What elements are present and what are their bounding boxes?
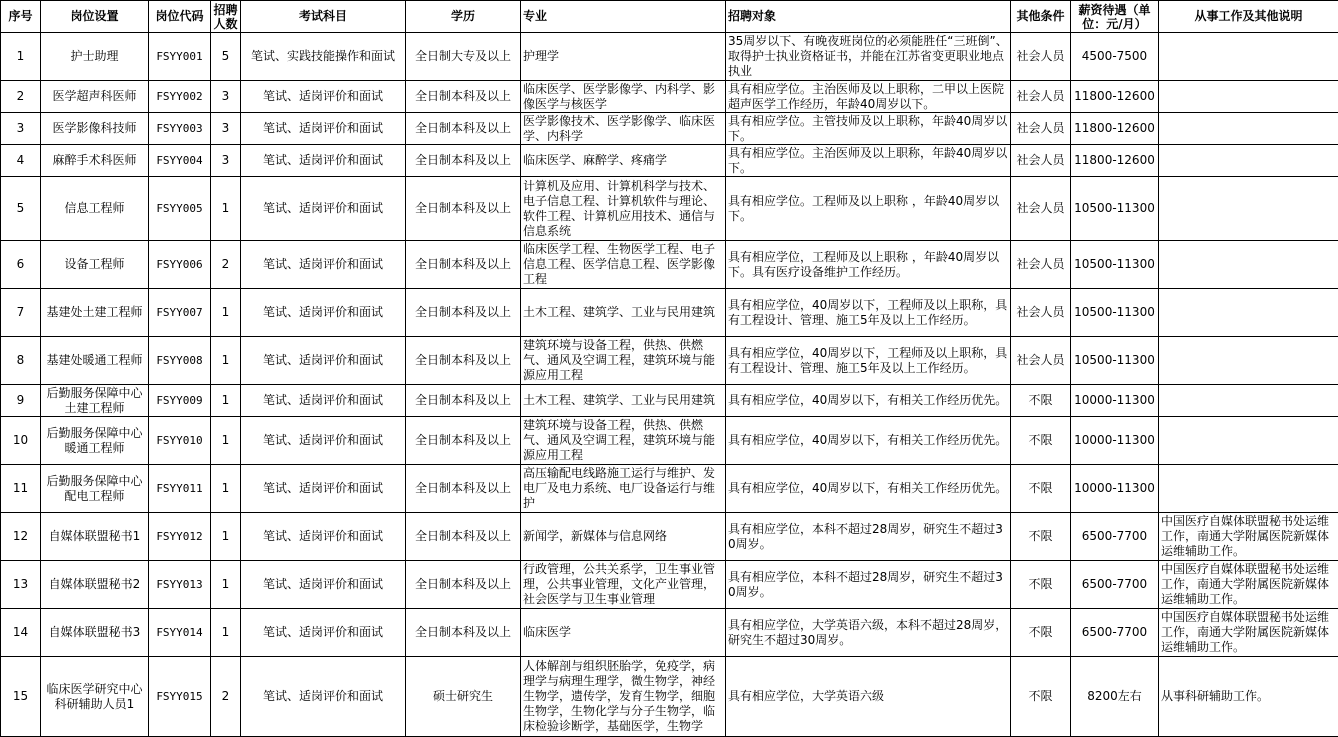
cell-count: 2: [211, 241, 241, 289]
cell-notes: 中国医疗自媒体联盟秘书处运维工作，南通大学附属医院新媒体运维辅助工作。: [1159, 561, 1338, 609]
cell-education: 全日制本科及以上: [406, 113, 521, 145]
cell-other: 不限: [1011, 561, 1071, 609]
cell-exam: 笔试、适岗评价和面试: [241, 385, 406, 417]
cell-count: 3: [211, 113, 241, 145]
cell-salary: 6500-7700: [1071, 513, 1159, 561]
cell-position: 基建处土建工程师: [41, 289, 149, 337]
cell-major: 护理学: [521, 33, 726, 81]
header-notes: 从事工作及其他说明: [1159, 1, 1338, 33]
cell-education: 全日制本科及以上: [406, 177, 521, 241]
cell-other: 社会人员: [1011, 33, 1071, 81]
cell-code: FSYY015: [149, 657, 211, 737]
cell-position: 医学超声科医师: [41, 81, 149, 113]
table-row: [1, 657, 1338, 737]
cell-exam: 笔试、适岗评价和面试: [241, 657, 406, 737]
cell-position: 麻醉手术科医师: [41, 145, 149, 177]
cell-education: 硕士研究生: [406, 657, 521, 737]
cell-seq: 5: [1, 177, 41, 241]
cell-position: 信息工程师: [41, 177, 149, 241]
header-seq: 序号: [1, 1, 41, 33]
cell-notes: [1159, 145, 1338, 177]
cell-salary: 6500-7700: [1071, 609, 1159, 657]
cell-seq: 1: [1, 33, 41, 81]
cell-education: 全日制本科及以上: [406, 609, 521, 657]
table-row: [1, 513, 1338, 561]
cell-exam: 笔试、适岗评价和面试: [241, 289, 406, 337]
cell-code: FSYY005: [149, 177, 211, 241]
table-row: [1, 177, 1338, 241]
cell-salary: 10500-11300: [1071, 289, 1159, 337]
cell-salary: 8200左右: [1071, 657, 1159, 737]
cell-notes: [1159, 337, 1338, 385]
cell-target: 具有相应学位，40周岁以下，工程师及以上职称，具有工程设计、管理、施工5年及以上工作经历。: [726, 289, 1011, 337]
cell-salary: 11800-12600: [1071, 81, 1159, 113]
cell-seq: 6: [1, 241, 41, 289]
header-position: 岗位设置: [41, 1, 149, 33]
cell-target: 具有相应学位，工程师及以上职称 ，年龄40周岁以下。具有医疗设备维护工作经历。: [726, 241, 1011, 289]
cell-other: 不限: [1011, 657, 1071, 737]
cell-position: 后勤服务保障中心暖通工程师: [41, 417, 149, 465]
cell-seq: 12: [1, 513, 41, 561]
cell-target: 具有相应学位。主治医师及以上职称，二甲以上医院超声医学工作经历，年龄40周岁以下。: [726, 81, 1011, 113]
cell-salary: 11800-12600: [1071, 145, 1159, 177]
cell-target: 具有相应学位，本科不超过28周岁，研究生不超过30周岁。: [726, 561, 1011, 609]
table-body: [1, 33, 1338, 737]
cell-exam: 笔试、适岗评价和面试: [241, 113, 406, 145]
cell-target: 具有相应学位。工程师及以上职称 ，年龄40周岁以下。: [726, 177, 1011, 241]
cell-notes: [1159, 81, 1338, 113]
cell-code: FSYY008: [149, 337, 211, 385]
cell-education: 全日制本科及以上: [406, 561, 521, 609]
cell-count: 1: [211, 417, 241, 465]
cell-exam: 笔试、适岗评价和面试: [241, 513, 406, 561]
cell-major: 临床医学、麻醉学、疼痛学: [521, 145, 726, 177]
cell-notes: 中国医疗自媒体联盟秘书处运维工作，南通大学附属医院新媒体运维辅助工作。: [1159, 513, 1338, 561]
cell-education: 全日制本科及以上: [406, 289, 521, 337]
cell-salary: 11800-12600: [1071, 113, 1159, 145]
table-row: [1, 561, 1338, 609]
cell-position: 设备工程师: [41, 241, 149, 289]
cell-education: 全日制本科及以上: [406, 465, 521, 513]
cell-salary: 10500-11300: [1071, 241, 1159, 289]
cell-count: 3: [211, 81, 241, 113]
cell-major: 医学影像技术、医学影像学、临床医学、内科学: [521, 113, 726, 145]
cell-major: 土木工程、建筑学、工业与民用建筑: [521, 385, 726, 417]
cell-exam: 笔试、适岗评价和面试: [241, 241, 406, 289]
cell-notes: [1159, 417, 1338, 465]
table-row: [1, 465, 1338, 513]
cell-salary: 6500-7700: [1071, 561, 1159, 609]
cell-education: 全日制本科及以上: [406, 241, 521, 289]
cell-count: 1: [211, 337, 241, 385]
cell-seq: 11: [1, 465, 41, 513]
cell-position: 临床医学研究中心科研辅助人员1: [41, 657, 149, 737]
cell-other: 社会人员: [1011, 81, 1071, 113]
cell-code: FSYY011: [149, 465, 211, 513]
cell-education: 全日制本科及以上: [406, 417, 521, 465]
cell-code: FSYY010: [149, 417, 211, 465]
cell-count: 1: [211, 289, 241, 337]
cell-seq: 15: [1, 657, 41, 737]
cell-major: 建筑环境与设备工程，供热、供燃气、通风及空调工程，建筑环境与能源应用工程: [521, 337, 726, 385]
cell-code: FSYY007: [149, 289, 211, 337]
cell-count: 1: [211, 609, 241, 657]
cell-count: 1: [211, 513, 241, 561]
cell-other: 社会人员: [1011, 113, 1071, 145]
cell-salary: 10000-11300: [1071, 465, 1159, 513]
cell-code: FSYY009: [149, 385, 211, 417]
cell-seq: 4: [1, 145, 41, 177]
cell-exam: 笔试、适岗评价和面试: [241, 465, 406, 513]
cell-education: 全日制本科及以上: [406, 145, 521, 177]
header-exam: 考试科目: [241, 1, 406, 33]
cell-code: FSYY002: [149, 81, 211, 113]
cell-code: FSYY013: [149, 561, 211, 609]
cell-position: 后勤服务保障中心配电工程师: [41, 465, 149, 513]
cell-seq: 10: [1, 417, 41, 465]
cell-target: 具有相应学位。主管技师及以上职称，年龄40周岁以下。: [726, 113, 1011, 145]
cell-major: 行政管理，公共关系学，卫生事业管理，公共事业管理，文化产业管理，社会医学与卫生事业管理: [521, 561, 726, 609]
cell-count: 3: [211, 145, 241, 177]
cell-seq: 13: [1, 561, 41, 609]
cell-notes: [1159, 289, 1338, 337]
cell-education: 全日制本科及以上: [406, 81, 521, 113]
cell-other: 不限: [1011, 465, 1071, 513]
cell-education: 全日制大专及以上: [406, 33, 521, 81]
cell-exam: 笔试、适岗评价和面试: [241, 81, 406, 113]
cell-education: 全日制本科及以上: [406, 337, 521, 385]
cell-target: 35周岁以下、有晚夜班岗位的必须能胜任“三班倒”、取得护士执业资格证书，并能在江苏省变更职业地点执业: [726, 33, 1011, 81]
table-row: [1, 241, 1338, 289]
cell-other: 社会人员: [1011, 337, 1071, 385]
cell-target: 具有相应学位，40周岁以下，工程师及以上职称，具有工程设计、管理、施工5年及以上工作经历。: [726, 337, 1011, 385]
cell-target: 具有相应学位，大学英语六级，本科不超过28周岁，研究生不超过30周岁。: [726, 609, 1011, 657]
table-row: [1, 609, 1338, 657]
cell-notes: 从事科研辅助工作。: [1159, 657, 1338, 737]
table-row: [1, 417, 1338, 465]
cell-code: FSYY006: [149, 241, 211, 289]
cell-education: 全日制本科及以上: [406, 513, 521, 561]
cell-seq: 2: [1, 81, 41, 113]
cell-exam: 笔试、适岗评价和面试: [241, 337, 406, 385]
cell-target: 具有相应学位，40周岁以下，有相关工作经历优先。: [726, 417, 1011, 465]
table-row: [1, 145, 1338, 177]
cell-position: 基建处暖通工程师: [41, 337, 149, 385]
header-major: 专业: [521, 1, 726, 33]
cell-major: 临床医学: [521, 609, 726, 657]
cell-code: FSYY012: [149, 513, 211, 561]
cell-salary: 10500-11300: [1071, 177, 1159, 241]
cell-exam: 笔试、适岗评价和面试: [241, 177, 406, 241]
table-row: [1, 289, 1338, 337]
cell-code: FSYY001: [149, 33, 211, 81]
cell-position: 医学影像科技师: [41, 113, 149, 145]
cell-count: 1: [211, 465, 241, 513]
cell-seq: 8: [1, 337, 41, 385]
cell-other: 不限: [1011, 417, 1071, 465]
table-row: [1, 81, 1338, 113]
cell-target: 具有相应学位，40周岁以下，有相关工作经历优先。: [726, 385, 1011, 417]
cell-count: 1: [211, 177, 241, 241]
header-row: [1, 1, 1338, 33]
header-count: 招聘人数: [211, 1, 241, 33]
cell-seq: 3: [1, 113, 41, 145]
cell-count: 5: [211, 33, 241, 81]
cell-exam: 笔试、适岗评价和面试: [241, 561, 406, 609]
cell-major: 土木工程、建筑学、工业与民用建筑: [521, 289, 726, 337]
cell-other: 社会人员: [1011, 289, 1071, 337]
header-salary: 薪资待遇（单位：元/月）: [1071, 1, 1159, 33]
cell-salary: 4500-7500: [1071, 33, 1159, 81]
header-other: 其他条件: [1011, 1, 1071, 33]
cell-seq: 9: [1, 385, 41, 417]
cell-salary: 10000-11300: [1071, 417, 1159, 465]
cell-exam: 笔试、实践技能操作和面试: [241, 33, 406, 81]
cell-notes: [1159, 113, 1338, 145]
cell-major: 临床医学工程、生物医学工程、电子信息工程、医学信息工程、医学影像工程: [521, 241, 726, 289]
header-education: 学历: [406, 1, 521, 33]
cell-major: 新闻学，新媒体与信息网络: [521, 513, 726, 561]
cell-major: 建筑环境与设备工程，供热、供燃气、通风及空调工程，建筑环境与能源应用工程: [521, 417, 726, 465]
table-row: [1, 337, 1338, 385]
cell-count: 1: [211, 561, 241, 609]
cell-notes: [1159, 177, 1338, 241]
cell-other: 社会人员: [1011, 177, 1071, 241]
cell-code: FSYY003: [149, 113, 211, 145]
cell-other: 不限: [1011, 609, 1071, 657]
cell-seq: 7: [1, 289, 41, 337]
cell-position: 自媒体联盟秘书2: [41, 561, 149, 609]
header-target: 招聘对象: [726, 1, 1011, 33]
cell-seq: 14: [1, 609, 41, 657]
table-row: [1, 113, 1338, 145]
header-code: 岗位代码: [149, 1, 211, 33]
cell-notes: [1159, 241, 1338, 289]
cell-position: 自媒体联盟秘书1: [41, 513, 149, 561]
cell-notes: [1159, 465, 1338, 513]
cell-salary: 10500-11300: [1071, 337, 1159, 385]
cell-count: 1: [211, 385, 241, 417]
cell-notes: [1159, 385, 1338, 417]
cell-notes: [1159, 33, 1338, 81]
cell-position: 自媒体联盟秘书3: [41, 609, 149, 657]
cell-major: 人体解剖与组织胚胎学，免疫学，病理学与病理生理学，微生物学，神经生物学，遗传学，发育生物学，细胞生物学，生物化学与分子生物学，临床检验诊断学，基础医学，生物学: [521, 657, 726, 737]
cell-major: 计算机及应用、计算机科学与技术、电子信息工程、计算机软件与理论、软件工程、计算机应用技术、通信与信息系统: [521, 177, 726, 241]
cell-exam: 笔试、适岗评价和面试: [241, 609, 406, 657]
table-row: [1, 33, 1338, 81]
cell-code: FSYY014: [149, 609, 211, 657]
cell-target: 具有相应学位，本科不超过28周岁，研究生不超过30周岁。: [726, 513, 1011, 561]
cell-other: 社会人员: [1011, 145, 1071, 177]
cell-exam: 笔试、适岗评价和面试: [241, 417, 406, 465]
cell-salary: 10000-11300: [1071, 385, 1159, 417]
cell-target: 具有相应学位，大学英语六级: [726, 657, 1011, 737]
cell-other: 不限: [1011, 513, 1071, 561]
cell-target: 具有相应学位，40周岁以下，有相关工作经历优先。: [726, 465, 1011, 513]
cell-other: 社会人员: [1011, 241, 1071, 289]
cell-notes: 中国医疗自媒体联盟秘书处运维工作，南通大学附属医院新媒体运维辅助工作。: [1159, 609, 1338, 657]
cell-education: 全日制本科及以上: [406, 385, 521, 417]
cell-count: 2: [211, 657, 241, 737]
cell-position: 护士助理: [41, 33, 149, 81]
cell-code: FSYY004: [149, 145, 211, 177]
table-row: [1, 385, 1338, 417]
cell-major: 临床医学、医学影像学、内科学、影像医学与核医学: [521, 81, 726, 113]
cell-other: 不限: [1011, 385, 1071, 417]
cell-position: 后勤服务保障中心土建工程师: [41, 385, 149, 417]
cell-major: 高压输配电线路施工运行与维护、发电厂及电力系统、电厂设备运行与维护: [521, 465, 726, 513]
cell-exam: 笔试、适岗评价和面试: [241, 145, 406, 177]
cell-target: 具有相应学位。主治医师及以上职称，年龄40周岁以下。: [726, 145, 1011, 177]
